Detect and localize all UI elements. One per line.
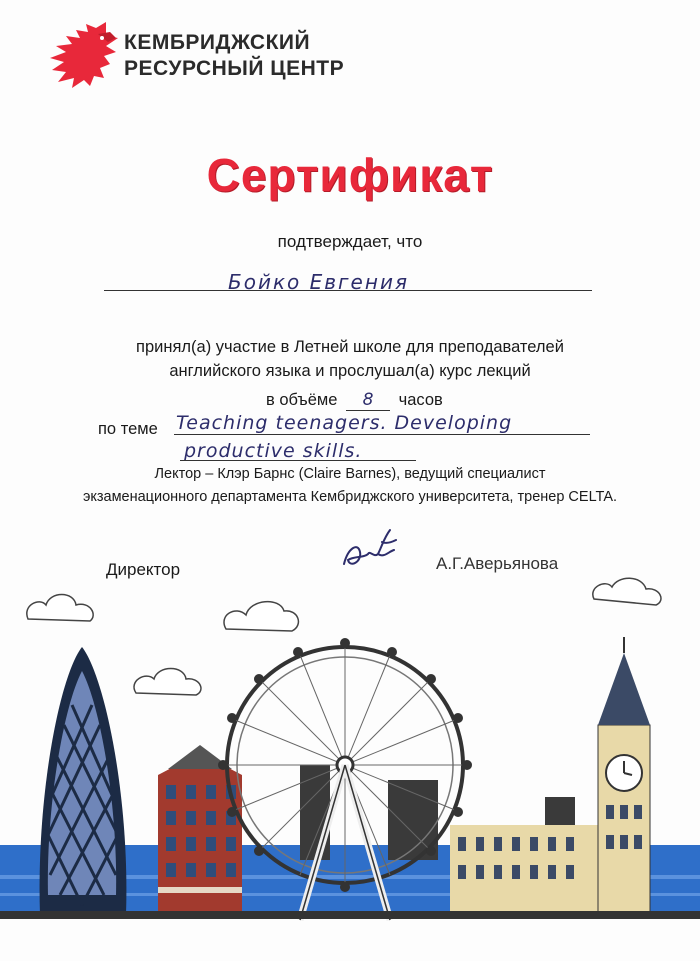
logo-line2: РЕСУРСНЫЙ ЦЕНТР	[124, 57, 345, 80]
lion-head-icon	[46, 18, 122, 90]
lector-line2: экзаменационного департамента Кембриджского университета, тренер CELTA.	[82, 489, 618, 505]
certificate-title: Сертификат	[206, 149, 494, 201]
brick-building	[158, 745, 242, 915]
recipient-underline	[104, 290, 592, 291]
logo	[46, 18, 346, 90]
logo-text	[124, 30, 344, 82]
participation-line1: принял(а) участие в Летней школе для преподавателей	[136, 338, 564, 356]
cloud-icon	[27, 578, 661, 695]
confirms-text: подтверждает, что	[277, 232, 423, 251]
director-label: Директор	[106, 560, 181, 579]
participation-line2: английского языка и прослушал(а) курс лекций	[169, 362, 531, 380]
topic-line2: productive skills.	[184, 440, 363, 462]
gherkin-building	[40, 647, 127, 915]
director-signature	[334, 528, 404, 576]
topic-label: по теме	[98, 420, 158, 438]
lector-line1: Лектор – Клэр Барнс (Claire Barnes), ведущий специалист	[154, 466, 546, 482]
recipient-name: Бойко Евгения	[228, 270, 409, 294]
topic-underline2	[180, 460, 416, 461]
volume-suffix: часов	[398, 391, 443, 409]
volume-prefix: в объёме	[266, 391, 338, 409]
topic-line1: Teaching teenagers. Developing	[176, 412, 513, 434]
topic-underline	[174, 434, 590, 435]
london-skyline-illustration	[0, 575, 700, 961]
logo-line1: КЕМБРИДЖСКИЙ	[124, 31, 311, 54]
hours-value: 8	[362, 390, 374, 410]
volume-line	[266, 390, 443, 411]
director-name: А.Г.Аверьянова	[436, 554, 559, 573]
big-ben-tower	[450, 637, 650, 915]
